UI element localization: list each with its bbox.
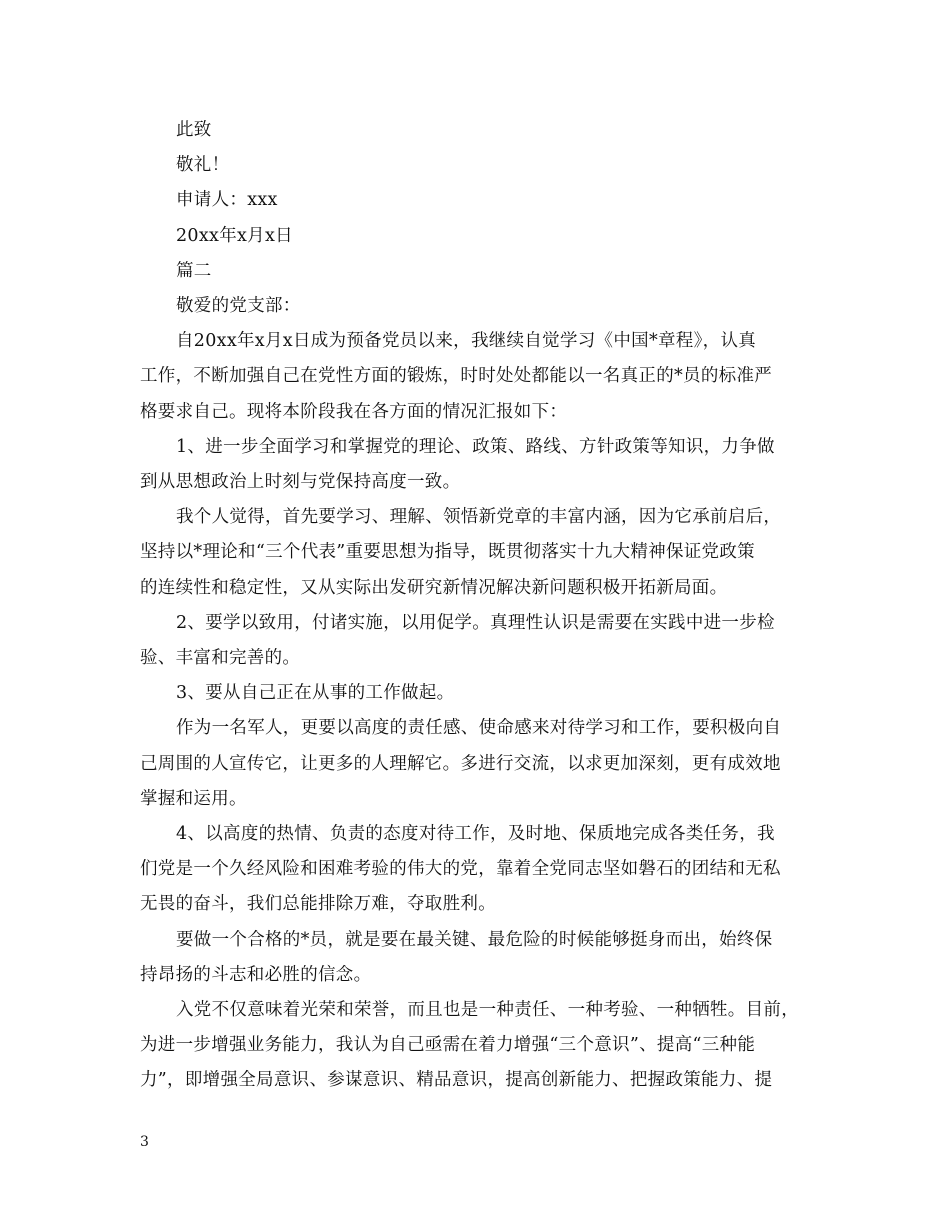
- paragraph-line: 的连续性和稳定性，又从实际出发研究新情况解决新问题积极开拓新局面。: [140, 577, 728, 598]
- paragraph-line: 作为一名军人，更要以高度的责任感、使命感来对待学习和工作，要积极向自: [176, 718, 782, 739]
- paragraph-line: 到从思想政治上时刻与党保持高度一致。: [140, 472, 461, 493]
- paragraph-line: 坚持以*理论和“三个代表”重要思想为指导，既贯彻落实十九大精神保证党政策: [140, 542, 755, 563]
- paragraph-line: 力”，即增强全局意识、参谋意识、精品意识，提高创新能力、把握政策能力、提: [140, 1070, 773, 1091]
- paragraph-line: 4、以高度的热情、负责的态度对待工作，及时地、保质地完成各类任务，我: [176, 824, 775, 845]
- paragraph-line: 掌握和运用。: [140, 788, 247, 809]
- document-body: [140, 113, 828, 1099]
- paragraph-line: 验、丰富和完善的。: [140, 648, 301, 669]
- paragraph-line: 2、要学以致用，付诸实施，以用促学。真理性认识是需要在实践中进一步检: [176, 612, 775, 633]
- paragraph-line: 为进一步增强业务能力，我认为自己亟需在着力增强“三个意识”、提高“三种能: [140, 1035, 756, 1056]
- paragraph-line: 格要求自己。现将本阶段我在各方面的情况汇报如下：: [140, 401, 568, 422]
- applicant-line: 申请人：xxx: [176, 190, 278, 211]
- letter-greeting: 敬爱的党支部：: [176, 296, 301, 317]
- paragraph-line: 入党不仅意味着光荣和荣誉，而且也是一种责任、一种考验、一种牺牲。目前，: [176, 1000, 799, 1021]
- page-number: 3: [140, 1134, 149, 1150]
- date-line: 20xx年x月x日: [176, 225, 293, 246]
- paragraph-line: 无畏的奋斗，我们总能排除万难，夺取胜利。: [140, 894, 496, 915]
- salutation-line: 敬礼！: [176, 155, 230, 176]
- paragraph-line: 工作，不断加强自己在党性方面的锻炼，时时处处都能以一名真正的*员的标准严: [140, 366, 773, 387]
- paragraph-line: 我个人觉得，首先要学习、理解、领悟新党章的丰富内涵，因为它承前启后，: [176, 507, 782, 528]
- paragraph-line: 们党是一个久经风险和困难考验的伟大的党，靠着全党同志坚如磐石的团结和无私: [140, 859, 781, 880]
- closing-line: 此致: [176, 120, 212, 140]
- paragraph-line: 持昂扬的斗志和必胜的信念。: [140, 964, 372, 985]
- section-heading: 篇二: [176, 260, 212, 281]
- paragraph-line: 己周围的人宣传它，让更多的人理解它。多进行交流，以求更加深刻，更有成效地: [140, 753, 781, 774]
- paragraph-line: 1、进一步全面学习和掌握党的理论、政策、路线、方针政策等知识，力争做: [176, 436, 775, 457]
- paragraph-line: 自20xx年x月x日成为预备党员以来，我继续自觉学习《中国*章程》，认真: [176, 331, 757, 352]
- paragraph-line: 3、要从自己正在从事的工作做起。: [176, 683, 455, 704]
- paragraph-line: 要做一个合格的*员，就是要在最关键、最危险的时候能够挺身而出，始终保: [176, 929, 773, 950]
